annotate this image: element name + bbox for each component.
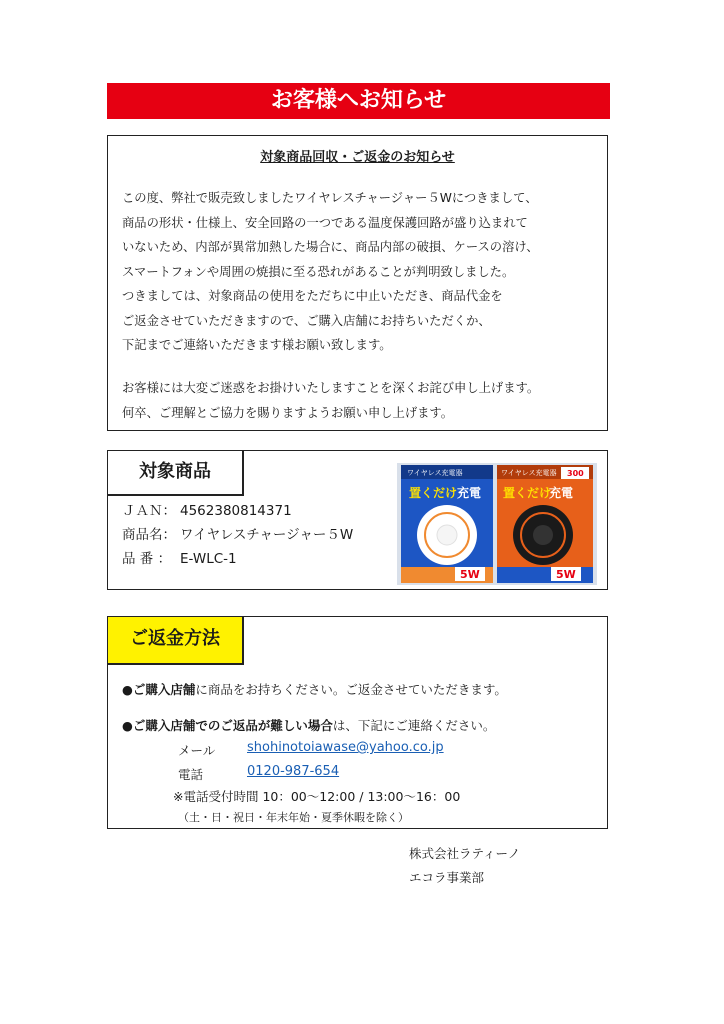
package-right-header-text: ワイヤレス充電器 — [501, 469, 557, 477]
refund-box — [107, 616, 608, 829]
mail-label: メール — [178, 743, 216, 758]
refund-line-1 — [122, 680, 507, 698]
notice-line: つきましては、対象商品の使用をただちに中止いただき、商品代金を — [122, 289, 503, 303]
page-banner-title: お客様へお知らせ — [107, 83, 610, 119]
charger-white-center — [437, 525, 457, 545]
product-name-label: 商品名： — [122, 527, 176, 543]
tel-label: 電話 — [178, 767, 204, 782]
notice-line: 下記までご連絡いただきます様お願い致します。 — [122, 338, 392, 352]
product-name-row — [122, 523, 353, 547]
notice-line: 商品の形状・仕様上、安全回路の一つである温度保護回路が盛り込まれて — [122, 215, 528, 230]
notice-line: スマートフォンや周囲の焼損に至る恐れがあることが判明致しました。 — [122, 264, 515, 279]
refund-heading: ご返金方法 — [108, 617, 244, 665]
product-heading: 対象商品 — [108, 451, 244, 496]
watt-right-text: 5W — [556, 568, 576, 581]
refund-line-2-rest: は、下記にご連絡ください。 — [332, 718, 496, 733]
notice-line: お客様には大変ご迷惑をお掛けいたしますことを深くお詫び申し上げます。 — [122, 381, 540, 395]
company-name: 株式会社ラティーノ — [409, 846, 521, 861]
call-holidays: （土・日・祝日・年末年始・夏季休暇を除く） — [178, 811, 409, 824]
refund-line-2 — [122, 716, 495, 734]
package-right-catch: 置くだけ — [503, 486, 552, 500]
product-name-value: ワイヤレスチャージャー５W — [180, 527, 354, 543]
refund-line-2-bold: ●ご購入店舗でのご返品が難しい場合 — [122, 718, 333, 733]
jan-label: ＪＡＮ： — [122, 503, 176, 519]
package-left-header-text: ワイヤレス充電器 — [407, 469, 463, 477]
notice-line: 何卒、ご理解とご協力を賜りますようお願い申し上げます。 — [122, 405, 454, 420]
notice-paragraph-2 — [122, 376, 602, 425]
product-box — [107, 450, 608, 590]
notice-box — [107, 135, 608, 431]
tel-link[interactable]: 0120-987-654 — [247, 764, 340, 779]
notice-line: いないため、内部が異常加熱した場合に、商品内部の破損、ケースの溶け、 — [122, 240, 539, 254]
product-code-value: E-WLC-1 — [180, 551, 237, 567]
mail-link[interactable]: shohinotoiawase@yahoo.co.jp — [247, 740, 444, 755]
company-division: エコラ事業部 — [409, 870, 485, 885]
notice-line: ご返金させていただきますので、ご購入店舗にお持ちいただくか、 — [122, 313, 491, 328]
product-specs — [122, 499, 353, 571]
product-code-label: 品 番 ： — [122, 551, 172, 567]
package-right-charge: 充電 — [549, 486, 574, 500]
jan-row — [122, 499, 353, 523]
package-left-charge: 充電 — [457, 486, 482, 500]
jan-value: 4562380814371 — [180, 503, 292, 519]
notice-paragraph-1 — [122, 186, 602, 358]
notice-title: 対象商品回収・ご返金のお知らせ — [260, 150, 455, 165]
refund-line-1-rest: に商品をお持ちください。ご返金させていただきます。 — [195, 682, 507, 697]
watt-left-text: 5W — [460, 568, 480, 581]
refund-line-1-bold: ●ご購入店舗 — [122, 682, 196, 697]
charger-black-center — [533, 525, 553, 545]
product-photo — [397, 463, 597, 585]
package-left-catch: 置くだけ — [409, 486, 458, 500]
call-hours: ※電話受付時間 10：00〜12:00 / 13:00〜16：00 — [173, 789, 461, 804]
notice-line: この度、弊社で販売致しましたワイヤレスチャージャー５Wにつきまして、 — [122, 191, 538, 205]
product-code-row — [122, 547, 353, 571]
price-tag-text: 300 — [567, 469, 584, 478]
